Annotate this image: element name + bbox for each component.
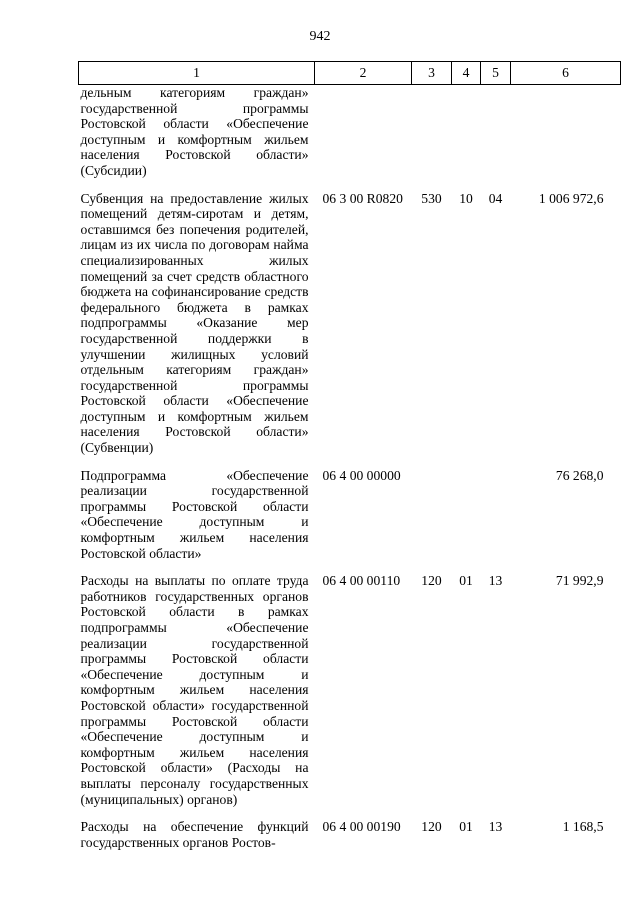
header-col-4: 4 <box>452 62 481 85</box>
table-row <box>79 468 621 574</box>
budget-table <box>78 61 621 850</box>
row-code: 06 4 00 00110 <box>322 573 401 589</box>
row-code: 06 4 00 00000 <box>322 467 401 483</box>
row-expense-type: 120 <box>421 819 442 835</box>
page-number: 942 <box>309 29 331 44</box>
header-col-1: 1 <box>79 62 315 85</box>
row-code: 06 3 00 R0820 <box>322 190 403 206</box>
table-row <box>79 85 621 191</box>
row-section: 10 <box>459 190 473 206</box>
row-description: Расходы на выплаты по оплате труда работников государственных органов Ростовской области в рамках подпрограммы «Обеспечение реализации государственной программы Ростовской области «Обеспечение доступным и комфортным жильем населения Ростовской области» государственной программы Ростовской области «Обеспечение доступным и комфортным жильем населения Ростовской области» (Расходы на выплаты персоналу государственных (муниципальных) органов) <box>80 573 309 807</box>
row-section: 01 <box>459 573 473 589</box>
header-col-6: 6 <box>511 62 621 85</box>
row-description: дельным категориям граждан» государственной программы Ростовской области «Обеспечение доступным и комфортным жильем населения Ростовской области» (Субсидии) <box>80 85 309 178</box>
row-subsection: 13 <box>488 573 503 589</box>
row-description: Подпрограмма «Обеспечение реализации государственной программы Ростовской области «Обеспечение доступным и комфортным жильем населения Ростовской области» <box>80 467 309 561</box>
row-code: 06 4 00 00190 <box>322 819 401 835</box>
row-description: Расходы на обеспечение функций государственных органов Ростов- <box>80 819 309 850</box>
table-row <box>79 819 621 850</box>
row-code <box>315 85 412 191</box>
row-subsection <box>481 468 511 574</box>
row-subsection: 04 <box>488 190 503 206</box>
row-amount: 1 168,5 <box>562 819 604 835</box>
row-subsection: 13 <box>488 819 503 835</box>
row-amount: 71 992,9 <box>555 573 604 589</box>
table-row <box>79 191 621 468</box>
header-col-5: 5 <box>481 62 511 85</box>
header-col-2: 2 <box>315 62 412 85</box>
row-expense-type: 120 <box>421 573 442 589</box>
row-subsection <box>481 85 511 191</box>
row-expense-type <box>412 85 452 191</box>
row-amount: 1 006 972,6 <box>538 190 604 206</box>
row-expense-type: 530 <box>421 190 442 206</box>
row-section <box>452 85 481 191</box>
row-section: 01 <box>459 819 473 835</box>
row-expense-type <box>412 468 452 574</box>
row-description: Субвенция на предоставление жилых помещений детям-сиротам и детям, оставшимся без попечения родителей, лицам из их числа по договорам найма специализированных жилых помещений за счет средств областного бюджета на софинансирование средств федерального бюджета в рамках подпрограммы «Оказание мер государственной поддержки в улучшении жилищных условий отдельным категориям граждан» государственной программы Ростовской области «Обеспечение доступным и комфортным жильем населения Ростовской области» (Субвенции) <box>80 190 309 456</box>
table-header <box>79 62 621 85</box>
header-col-3: 3 <box>412 62 452 85</box>
table-row <box>79 573 621 819</box>
row-amount <box>511 85 621 191</box>
row-section <box>452 468 481 574</box>
row-amount: 76 268,0 <box>555 467 604 483</box>
